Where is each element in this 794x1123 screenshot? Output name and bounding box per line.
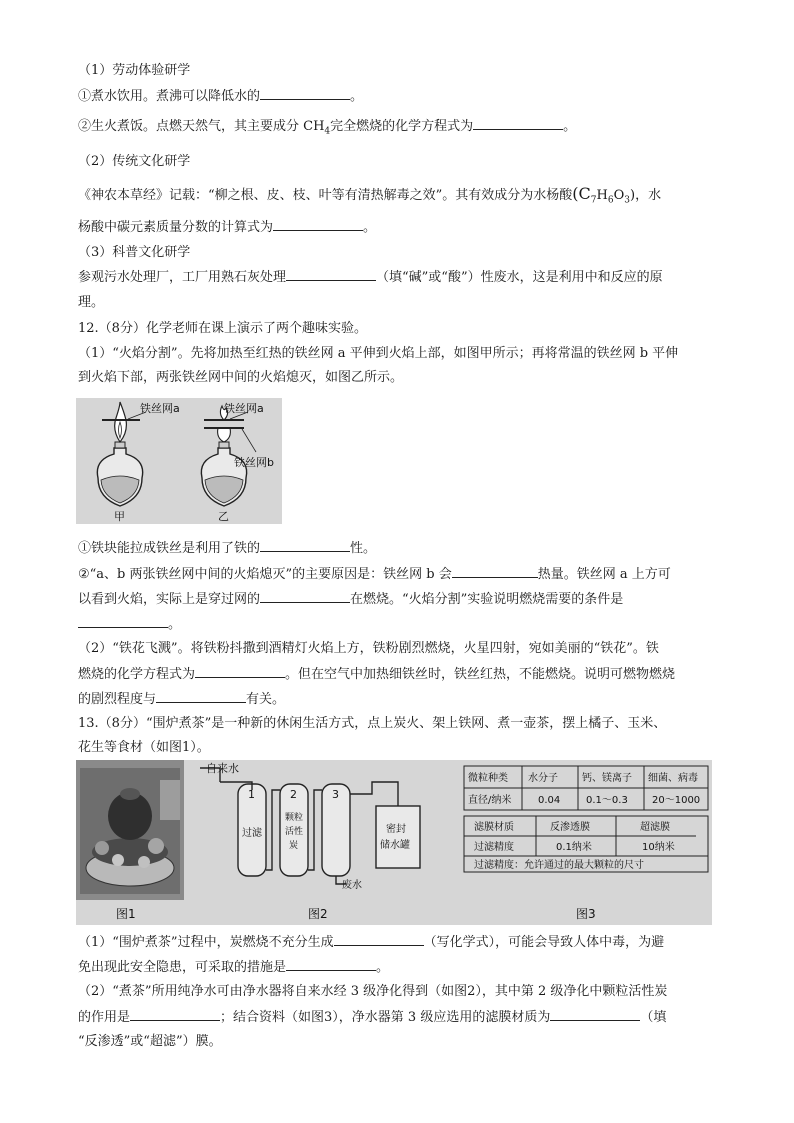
label-stage-1: 1 (248, 788, 255, 801)
flame-split-drawing (76, 398, 282, 524)
q13-heading-line2: 花生等食材（如图1）。 (78, 740, 210, 755)
q11-part1-item-a: ①煮水饮用。煮沸可以降低水的 。 (78, 89, 364, 104)
q13-part1-line1: （1）“围炉煮茶”过程中，炭燃烧不充分生成 （写化学式），可能会导致人体中毒，为避 (78, 935, 665, 950)
caption-fig2: 图2 (308, 907, 328, 921)
label-mesh-a-left: 铁丝网a (140, 402, 180, 415)
q12-heading: 12.（8分）化学老师在课上演示了两个趣味实验。 (78, 321, 367, 336)
q13-part2-line1: （2）“煮茶”所用纯净水可由净水器将自来水经 3 级净化得到（如图2），其中第 2 级净化中颗粒活性炭 (78, 984, 668, 999)
cell-uf-membrane: 超滤膜 (640, 822, 670, 833)
label-carbon-2: 活性 (285, 827, 304, 837)
q13-part1-line2: 免出现此安全隐患，可采取的措施是 。 (78, 960, 390, 975)
cell-water-molecule: 水分子 (528, 773, 558, 784)
label-mesh-a-right: 铁丝网a (224, 402, 264, 415)
caption-yi: 乙 (218, 510, 229, 523)
answer-blank[interactable] (260, 590, 350, 603)
q12-part1-line2: 到火焰下部，两张铁丝网中间的火焰熄灭，如图乙所示。 (78, 370, 404, 385)
answer-blank[interactable] (260, 539, 350, 552)
cell-ca-mg-ions: 钙、镁离子 (582, 773, 632, 784)
answer-blank[interactable] (286, 958, 376, 971)
answer-blank[interactable] (260, 87, 350, 100)
answer-blank[interactable] (195, 665, 285, 678)
q11-part2-line2: 杨酸中碳元素质量分数的计算式为 。 (78, 220, 377, 235)
cell-filter-precision: 过滤精度 (474, 842, 514, 853)
cell-precision-note: 过滤精度：允许通过的最大颗粒的尺寸 (474, 860, 644, 871)
cell-bacteria-diameter: 20～1000 (652, 795, 701, 806)
label-tank-1: 密封 (386, 824, 406, 835)
label-stage-2: 2 (290, 788, 297, 801)
cell-ion-diameter: 0.1～0.3 (586, 795, 628, 806)
q11-part1-item-b: ②生火煮饭。点燃天然气，其主要成分 $CH_4$完全燃烧的化学方程式为 。 (78, 119, 577, 137)
cell-ro-membrane: 反渗透膜 (550, 822, 590, 833)
answer-blank[interactable] (286, 268, 376, 281)
label-tap-water: 自来水 (206, 762, 239, 775)
tea-water-figure (76, 760, 712, 925)
caption-fig1: 图1 (116, 907, 136, 921)
cell-particle-type: 微粒种类 (468, 773, 508, 784)
answer-blank[interactable] (334, 933, 424, 946)
q12-answer-2-line1: ②“a、b 两张铁丝网中间的火焰熄灭”的主要原因是：铁丝网 b 会 热量。铁丝网 a 上方可 (78, 567, 671, 582)
label-carbon-3: 炭 (289, 841, 299, 851)
q13-heading-line1: 13.（8分）“围炉煮茶”是一种新的休闲生活方式，点上炭火、架上铁网、煮一壶茶，摆上橘子、玉米、 (78, 716, 667, 731)
q12-part2-line3: 的剧烈程度与 有关。 (78, 692, 286, 707)
cell-membrane-material: 滤膜材质 (474, 822, 514, 833)
q12-answer-2-line3: 。 (78, 615, 181, 634)
q12-part2-line1: （2）“铁花飞溅”。将铁粉抖撒到酒精灯火焰上方，铁粉剧烈燃烧，火星四射，宛如美丽的“铁花”。铁 (78, 641, 659, 656)
q12-part1-line1: （1）“火焰分割”。先将加热至红热的铁丝网 a 平伸到火焰上部，如图甲所示；再将常温的铁丝网 b 平伸 (78, 346, 679, 361)
cell-uf-precision: 10纳米 (642, 842, 675, 853)
alcohol-lamp-left (97, 402, 146, 506)
caption-jia: 甲 (114, 510, 125, 523)
flame-split-figure (76, 398, 282, 524)
label-stage-3: 3 (332, 788, 339, 801)
q13-part2-line3: “反渗透”或“超滤”）膜。 (78, 1034, 222, 1049)
tea-water-drawing (76, 760, 712, 925)
cell-diameter: 直径/纳米 (468, 795, 512, 806)
q13-part2-line2: 的作用是 ；结合资料（如图3），净水器第 3 级应选用的滤膜材质为 （填 (78, 1010, 667, 1025)
q12-answer-1: ①铁块能拉成铁丝是利用了铁的 性。 (78, 541, 377, 556)
answer-blank[interactable] (473, 117, 563, 130)
answer-blank[interactable] (156, 690, 246, 703)
answer-blank[interactable] (273, 218, 363, 231)
q11-part1-title: （1）劳动体验研学 (78, 63, 191, 78)
answer-blank[interactable] (78, 615, 168, 628)
answer-blank[interactable] (452, 565, 538, 578)
q11-part3-title: （3）科普文化研学 (78, 245, 191, 260)
cell-bacteria-virus: 细菌、病毒 (648, 773, 698, 784)
q11-part2-title: （2）传统文化研学 (78, 154, 191, 169)
q12-answer-2-line2: 以看到火焰，实际上是穿过网的 在燃烧。“火焰分割”实验说明燃烧需要的条件是 (78, 592, 624, 607)
q11-part3-line2: 理。 (78, 295, 105, 310)
cell-ro-precision: 0.1纳米 (556, 842, 592, 853)
q12-part2-line2: 燃烧的化学方程式为 。但在空气中加热细铁丝时，铁丝红热，不能燃烧。说明可燃物燃烧 (78, 667, 676, 682)
answer-blank[interactable] (130, 1008, 220, 1021)
cell-water-diameter: 0.04 (538, 795, 561, 806)
photo-stove (76, 760, 184, 900)
label-filter: 过滤 (242, 828, 262, 839)
q11-part3-line1: 参观污水处理厂，工厂用熟石灰处理 （填“碱”或“酸”）性废水，这是利用中和反应的原 (78, 270, 663, 285)
caption-fig3: 图3 (576, 907, 596, 921)
label-tank-2: 储水罐 (380, 840, 410, 851)
answer-blank[interactable] (550, 1008, 640, 1021)
label-carbon-1: 颗粒 (285, 813, 304, 823)
q11-part2-line1: 《神农本草经》记载：“柳之根、皮、枝、叶等有清热解毒之效”。其有效成分为水杨酸$(C_7H_6O_3)$，水 (78, 184, 662, 206)
label-waste: 废水 (342, 880, 362, 891)
label-mesh-b: 铁丝网b (234, 456, 274, 469)
